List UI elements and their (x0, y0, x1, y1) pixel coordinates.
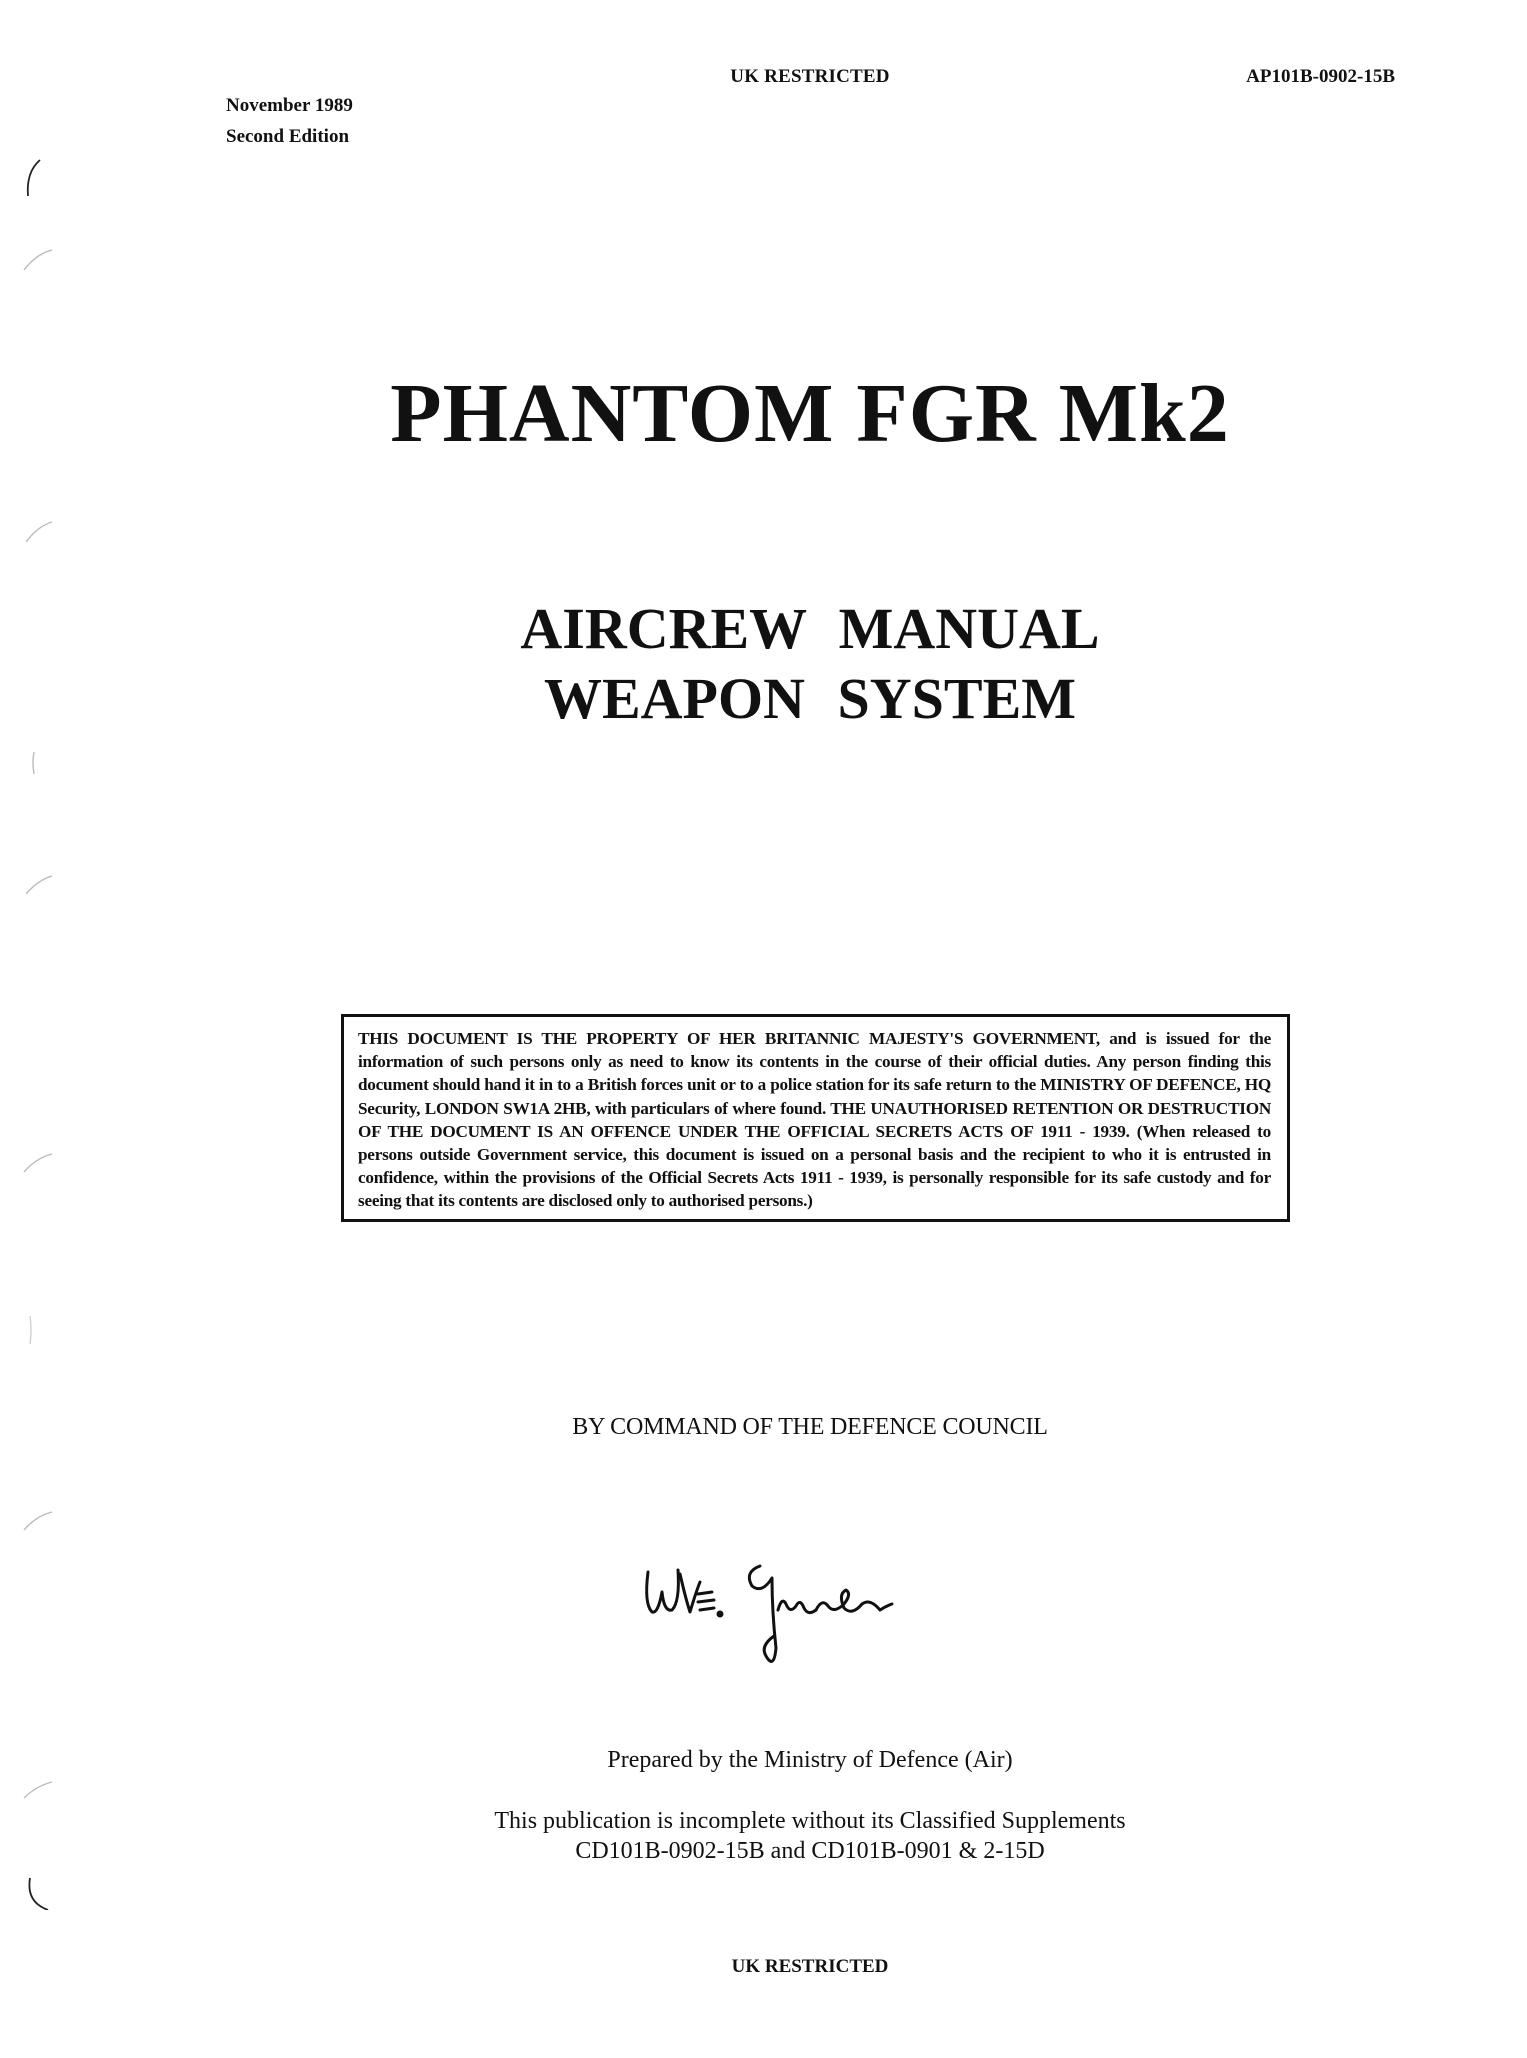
page-title: PHANTOM FGR Mk2 (390, 367, 1230, 460)
subtitle (0, 594, 1527, 734)
classification-header: UK RESTRICTED (730, 66, 890, 87)
supplements-line-2: CD101B-0902-15B and CD101B-0901 & 2-15D (575, 1838, 1045, 1864)
classification-footer: UK RESTRICTED (731, 1956, 889, 1977)
prepared-by: Prepared by the Ministry of Defence (Air) (607, 1747, 1013, 1773)
security-notice-box (341, 1014, 1290, 1222)
subtitle-line-1: AIRCREW MANUAL (520, 596, 1100, 661)
publication-date: November 1989 (226, 95, 353, 116)
edition-label: Second Edition (226, 126, 350, 147)
supplements-notice (0, 1806, 1527, 1866)
subtitle-line-2: WEAPON SYSTEM (543, 666, 1076, 731)
authority-statement: BY COMMAND OF THE DEFENCE COUNCIL (572, 1414, 1048, 1440)
supplements-line-1: This publication is incomplete without its Classified Supplements (494, 1808, 1126, 1834)
signature (640, 1552, 950, 1682)
security-notice-text: THIS DOCUMENT IS THE PROPERTY OF HER BRITANNIC MAJESTY'S GOVERNMENT, and is issued for the information of such persons only as need to know its contents in the course of their official duties. Any person finding this document should hand it in to a British forces unit or to a police station for its safe return to the MINISTRY OF DEFENCE, HQ Security, LONDON SW1A 2HB, with particulars of where found. THE UNAUTHORISED RETENTION OR DESTRUCTION OF THE DOCUMENT IS AN OFFENCE UNDER THE OFFICIAL SECRETS ACTS OF 1911 - 1939. (When released to persons outside Government service, this document is issued on a personal basis and the recipient to who it is entrusted in confidence, within the provisions of the Official Secrets Acts 1911 - 1939, is personally responsible for its safe custody and for seeing that its contents are disclosed only to authorised persons.) (358, 1029, 1271, 1211)
edition-block (226, 90, 353, 152)
document-reference: AP101B-0902-15B (1246, 66, 1395, 87)
